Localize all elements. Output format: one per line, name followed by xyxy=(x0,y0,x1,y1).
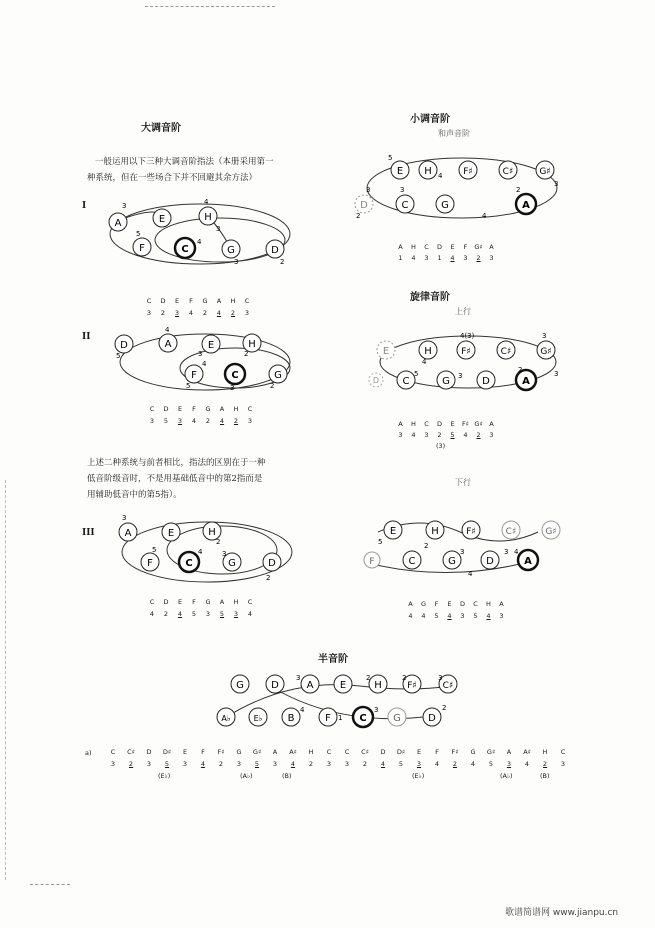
node-A-label: A xyxy=(114,218,122,229)
node-D xyxy=(481,551,499,569)
chromatic-finger: 3 xyxy=(560,760,566,768)
chromatic-finger: 2 xyxy=(128,760,134,768)
chromatic-finger: 4 xyxy=(434,760,440,768)
node-H xyxy=(199,207,217,225)
node-F-sharp xyxy=(457,341,475,359)
finger-label: 1 xyxy=(338,714,343,722)
node-E xyxy=(162,523,180,541)
node-C xyxy=(403,551,421,569)
melodic-scale-title: 旋律音阶 xyxy=(410,292,450,303)
chromatic-note: F xyxy=(435,748,439,756)
chromatic-label: a) xyxy=(85,749,92,757)
node-F-sharp-label: F♯ xyxy=(461,347,471,357)
node-C-sharp xyxy=(499,161,517,179)
node-E-label: E xyxy=(207,340,215,351)
chromatic-note: F xyxy=(201,748,205,756)
node-C-sharp xyxy=(497,341,515,359)
system-1-notes: C D E F G A H C xyxy=(146,297,250,305)
chromatic-note: D♯ xyxy=(396,748,406,756)
chromatic-finger: 3 xyxy=(146,760,152,768)
finger-label: 3 xyxy=(198,350,203,358)
node-C-label: C xyxy=(359,713,367,724)
node-H-label: H xyxy=(424,346,432,357)
node-E-flat xyxy=(249,708,267,726)
chromatic-finger: 3 xyxy=(344,760,350,768)
melodic-descending-label: 下行 xyxy=(455,478,471,487)
chromatic-finger: 2 xyxy=(218,760,224,768)
chromatic-note: G xyxy=(236,748,242,756)
note-line-2: 低音阶级音时，不是用基础低音中的第2指而是 xyxy=(87,474,263,484)
node-D-label: D xyxy=(120,340,128,351)
node-E-label: E xyxy=(382,346,390,357)
finger-label: 2 xyxy=(442,704,447,712)
finger-label: 4 xyxy=(514,548,519,556)
finger-label: 4 xyxy=(468,570,473,578)
system-1-fingering: 3 2 3 4 2 4 2 3 xyxy=(146,309,250,317)
node-D-label: D xyxy=(486,556,494,567)
minor-scale-title: 小调音阶 xyxy=(410,114,450,125)
harmonic-notes: A H C D E F G♯ A xyxy=(398,243,494,251)
node-D xyxy=(263,553,281,571)
chromatic-note: D xyxy=(146,748,152,756)
finger-label: 2 xyxy=(424,542,429,550)
node-C xyxy=(396,195,414,213)
node-G xyxy=(269,365,287,383)
finger-label: 2 xyxy=(244,350,249,358)
system-2-diagram xyxy=(110,326,300,396)
finger-label: 4(3) xyxy=(460,332,475,340)
chromatic-finger: 5 xyxy=(254,760,260,768)
node-D-lower xyxy=(423,708,441,726)
note-line-1: 上述二种系统与前者相比，指法的区别在于一种 xyxy=(87,458,266,468)
node-C xyxy=(397,371,415,389)
node-D-label: D xyxy=(268,558,276,569)
finger-label: 2 xyxy=(280,258,285,266)
binding-edge-mark xyxy=(5,480,6,880)
finger-label: 3 xyxy=(400,186,405,194)
node-H-label: H xyxy=(248,339,256,350)
finger-label: 2 xyxy=(356,212,361,220)
node-G-sharp-label: G♯ xyxy=(539,167,551,177)
finger-label: 2 xyxy=(518,366,523,374)
node-G-sharp xyxy=(536,161,554,179)
chromatic-finger: 2 xyxy=(542,760,548,768)
node-H-label: H xyxy=(208,527,216,538)
enharmonic-1: (E♭) xyxy=(158,772,171,780)
node-G xyxy=(437,371,455,389)
finger-label: 2 xyxy=(366,674,371,682)
node-H xyxy=(369,675,387,693)
bottom-edge-mark xyxy=(30,884,70,885)
chromatic-note: H xyxy=(542,748,548,756)
chromatic-note: H xyxy=(308,748,314,756)
chromatic-fingering xyxy=(104,760,572,768)
melodic-ascending-fingering: 3 4 3 2 5 4 2 3 xyxy=(398,431,494,439)
finger-label: 3 xyxy=(222,550,227,558)
chromatic-note: E xyxy=(182,748,188,756)
finger-label: 4 xyxy=(482,212,487,220)
system-1-label: I xyxy=(82,201,87,211)
node-H-label: H xyxy=(431,526,439,537)
harmonic-minor-diagram xyxy=(352,152,562,232)
chromatic-finger: 4 xyxy=(524,760,530,768)
node-F-sharp xyxy=(459,161,477,179)
finger-label: 2 xyxy=(516,186,521,194)
chromatic-note: F♯ xyxy=(451,748,459,756)
finger-label: 2 xyxy=(266,574,271,582)
node-A xyxy=(159,334,177,352)
node-E xyxy=(377,341,395,359)
node-D-faded-label: D xyxy=(372,376,380,385)
system-3-diagram xyxy=(112,510,302,590)
melodic-alt-fingering: (3) xyxy=(436,442,446,450)
node-H-label: H xyxy=(204,212,212,223)
node-F-sharp xyxy=(462,521,480,539)
system-3-fingering: 4 2 4 5 3 5 3 4 xyxy=(149,610,253,618)
node-D xyxy=(355,195,373,213)
site-watermark: 歌谱简谱网 www.jianpu.cn xyxy=(505,908,619,918)
finger-label: 5 xyxy=(378,538,383,546)
chromatic-finger: 4 xyxy=(380,760,386,768)
finger-label: 3 xyxy=(366,186,371,194)
node-E-label: E xyxy=(396,166,404,177)
node-C-label: C xyxy=(401,200,409,211)
node-G-lower-label: G xyxy=(393,713,401,724)
melodic-descending-diagram xyxy=(360,514,570,584)
node-G xyxy=(436,195,454,213)
chromatic-note: A xyxy=(506,748,512,756)
chromatic-note: F♯ xyxy=(217,748,225,756)
node-F-sharp-label: F♯ xyxy=(407,681,417,691)
node-F-label: F xyxy=(147,558,153,569)
finger-label: 3 xyxy=(230,384,235,392)
chromatic-finger: 2 xyxy=(452,760,458,768)
node-F xyxy=(364,552,380,568)
enharmonic-3: (B) xyxy=(282,772,292,780)
node-C-sharp-label: C♯ xyxy=(502,167,514,177)
node-A-label: A xyxy=(524,556,532,567)
major-intro-line-1: 一般运用以下三种大调音阶指法（本册采用第一 xyxy=(95,157,274,167)
node-C-label: C xyxy=(181,244,189,255)
harmonic-fingering: 1 4 3 1 4 3 2 3 xyxy=(398,254,494,262)
finger-label: 3 xyxy=(458,372,463,380)
chromatic-finger: 3 xyxy=(182,760,188,768)
node-F-label: F xyxy=(139,243,145,254)
system-3-label: III xyxy=(82,528,95,538)
node-D xyxy=(266,675,284,693)
node-G-sharp xyxy=(537,341,555,359)
node-G-sharp-label: G♯ xyxy=(540,347,552,357)
major-intro-line-2: 种系统，但在一些场合下并不回避其余方法） xyxy=(87,173,258,183)
finger-label: 5 xyxy=(186,382,191,390)
chromatic-finger: 5 xyxy=(398,760,404,768)
node-A-label: A xyxy=(522,376,530,387)
finger-label: 3 xyxy=(296,674,301,682)
node-F-label: F xyxy=(369,557,375,567)
finger-label: 5 xyxy=(116,352,121,360)
chromatic-scale-title: 半音阶 xyxy=(318,654,348,665)
finger-label: 4 xyxy=(204,198,209,206)
node-G xyxy=(222,240,240,258)
chromatic-note: C xyxy=(560,748,566,756)
node-C-tonic xyxy=(225,364,245,384)
finger-label: 2 xyxy=(216,538,221,546)
node-G-lower xyxy=(388,708,406,726)
node-D-right xyxy=(266,240,284,258)
node-F xyxy=(133,238,151,256)
node-D xyxy=(115,335,133,353)
finger-label: 3 xyxy=(122,514,127,522)
top-edge-mark xyxy=(145,6,275,7)
chromatic-note: A xyxy=(272,748,278,756)
node-C-sharp xyxy=(502,521,520,539)
chromatic-note: A♯ xyxy=(289,748,297,756)
enharmonic-4: (E♭) xyxy=(412,772,425,780)
system-3-notes: C D E F G A H C xyxy=(149,598,253,606)
chromatic-diagram xyxy=(210,668,470,738)
node-E xyxy=(384,521,402,539)
chromatic-finger: 2 xyxy=(362,760,368,768)
system-2-notes: C D E F G A H C xyxy=(149,405,253,413)
node-G-label: G xyxy=(442,376,450,387)
finger-label: 3 xyxy=(554,370,559,378)
finger-label: 3 xyxy=(554,180,559,188)
chromatic-note: E xyxy=(416,748,422,756)
node-A-label: A xyxy=(124,528,132,539)
finger-label: 5 xyxy=(152,546,157,554)
node-A-label: A xyxy=(306,680,314,691)
node-C-label: C xyxy=(231,370,239,381)
chromatic-finger: 4 xyxy=(470,760,476,768)
chromatic-notes xyxy=(104,748,572,756)
node-G-label: G xyxy=(228,558,236,569)
node-D-lower-label: D xyxy=(428,713,436,724)
chromatic-finger: 2 xyxy=(308,760,314,768)
enharmonic-2: (A♭) xyxy=(240,772,253,780)
node-H xyxy=(419,341,437,359)
chromatic-finger: 3 xyxy=(272,760,278,768)
chromatic-note: C♯ xyxy=(127,748,135,756)
chromatic-note: G♯ xyxy=(486,748,496,756)
node-F-sharp-label: F♯ xyxy=(463,167,473,177)
finger-label: 3 xyxy=(122,202,127,210)
node-C-sharp-label: C♯ xyxy=(505,527,517,537)
chromatic-finger: 3 xyxy=(110,760,116,768)
node-C-tonic xyxy=(353,707,373,727)
major-scale-title: 大调音阶 xyxy=(141,123,181,134)
chromatic-note: C xyxy=(110,748,116,756)
finger-label: 4 xyxy=(300,706,305,714)
node-B xyxy=(282,708,300,726)
node-C-sharp-label: C♯ xyxy=(442,681,454,691)
node-E xyxy=(334,675,352,693)
node-H-label: H xyxy=(374,680,382,691)
melodic-descending-notes: A G F E D C H A xyxy=(408,600,504,608)
node-D-faded xyxy=(369,373,383,387)
chromatic-finger: 4 xyxy=(290,760,296,768)
node-E-label: E xyxy=(167,528,175,539)
chromatic-note: D♯ xyxy=(162,748,172,756)
node-F-sharp-label: F♯ xyxy=(466,527,476,537)
node-G-sharp xyxy=(542,521,560,539)
chromatic-note: C xyxy=(344,748,350,756)
note-line-3: 用辅助低音中的第5指）。 xyxy=(87,490,182,500)
node-F xyxy=(319,708,337,726)
node-E-flat-label: E♭ xyxy=(253,714,263,723)
node-D-label: D xyxy=(482,376,490,387)
melodic-ascending-diagram xyxy=(368,328,568,398)
node-D xyxy=(477,371,495,389)
node-A-label: A xyxy=(522,200,530,211)
system-2-fingering: 3 5 3 4 2 4 2 3 xyxy=(149,417,253,425)
finger-label: 4 xyxy=(197,238,202,246)
node-C-tonic xyxy=(175,238,195,258)
finger-label: 3 xyxy=(460,548,465,556)
chromatic-note: D xyxy=(380,748,386,756)
finger-label: 4 xyxy=(202,360,207,368)
chromatic-finger: 3 xyxy=(236,760,242,768)
node-F-label: F xyxy=(325,713,331,724)
finger-label: 5 xyxy=(414,370,419,378)
finger-label: 2 xyxy=(402,674,407,682)
finger-label: 4 xyxy=(198,548,203,556)
node-A-tonic xyxy=(516,194,536,214)
node-E xyxy=(153,209,171,227)
finger-label: 3 xyxy=(542,332,547,340)
node-G-label: G xyxy=(236,680,244,691)
melodic-ascending-notes: A H C D E F♯ G♯ A xyxy=(398,420,494,428)
finger-label: 3 xyxy=(374,706,379,714)
node-C-label: C xyxy=(402,376,410,387)
chromatic-finger: 3 xyxy=(326,760,332,768)
node-A xyxy=(109,213,127,231)
node-F xyxy=(185,365,203,383)
node-E xyxy=(391,161,409,179)
node-C-sharp-label: C♯ xyxy=(500,347,512,357)
node-D-label: D xyxy=(271,680,279,691)
finger-label: 5 xyxy=(388,154,393,162)
finger-label: 4 xyxy=(422,358,427,366)
node-H xyxy=(419,161,437,179)
node-C-tonic xyxy=(179,552,199,572)
melodic-descending-fingering: 4 4 5 4 3 5 4 3 xyxy=(408,612,504,620)
node-H xyxy=(426,521,444,539)
node-C-label: C xyxy=(185,558,193,569)
node-E-label: E xyxy=(339,680,347,691)
enharmonic-6: (B) xyxy=(540,772,550,780)
chromatic-finger: 3 xyxy=(506,760,512,768)
finger-label: 3 xyxy=(438,674,443,682)
node-E xyxy=(202,335,220,353)
chromatic-note: C♯ xyxy=(361,748,369,756)
node-G xyxy=(231,675,249,693)
harmonic-subtitle: 和声音阶 xyxy=(438,129,470,138)
chromatic-finger: 5 xyxy=(164,760,170,768)
node-A-label: A xyxy=(164,339,172,350)
chromatic-finger: 4 xyxy=(200,760,206,768)
node-B-label: B xyxy=(287,713,295,724)
node-G-label: G xyxy=(441,200,449,211)
node-A-tonic xyxy=(518,550,538,570)
node-E-label: E xyxy=(158,214,166,225)
finger-label: 3 xyxy=(216,225,221,233)
enharmonic-5: (A♭) xyxy=(500,772,513,780)
chromatic-note: C xyxy=(326,748,332,756)
finger-label: 3 xyxy=(234,258,239,266)
node-C-label: C xyxy=(408,556,416,567)
node-G-sharp-label: G♯ xyxy=(545,527,557,537)
finger-label: 2 xyxy=(270,382,275,390)
chromatic-note: G♯ xyxy=(252,748,262,756)
node-D-label: D xyxy=(360,200,368,211)
node-G-label: G xyxy=(448,556,456,567)
node-F-label: F xyxy=(191,370,197,381)
finger-label: 4 xyxy=(438,172,443,180)
node-G-label: G xyxy=(227,245,235,256)
system-2-label: II xyxy=(82,332,91,342)
finger-label: 4 xyxy=(165,326,170,334)
chromatic-note: A♯ xyxy=(523,748,531,756)
node-F xyxy=(141,553,159,571)
node-H-label: H xyxy=(424,166,432,177)
node-A xyxy=(119,523,137,541)
chromatic-finger: 5 xyxy=(488,760,494,768)
chromatic-note: G xyxy=(470,748,476,756)
node-E-label: E xyxy=(389,526,397,537)
node-A-flat xyxy=(217,708,235,726)
system-1-diagram xyxy=(100,196,300,276)
melodic-ascending-label: 上行 xyxy=(455,307,471,316)
node-A-flat-label: A♭ xyxy=(221,714,231,723)
finger-label: 5 xyxy=(136,230,141,238)
node-A xyxy=(301,675,319,693)
node-G-label: G xyxy=(274,370,282,381)
chromatic-finger: 3 xyxy=(416,760,422,768)
node-D-label: D xyxy=(271,245,279,256)
finger-label: 3 xyxy=(504,548,509,556)
node-G xyxy=(443,551,461,569)
